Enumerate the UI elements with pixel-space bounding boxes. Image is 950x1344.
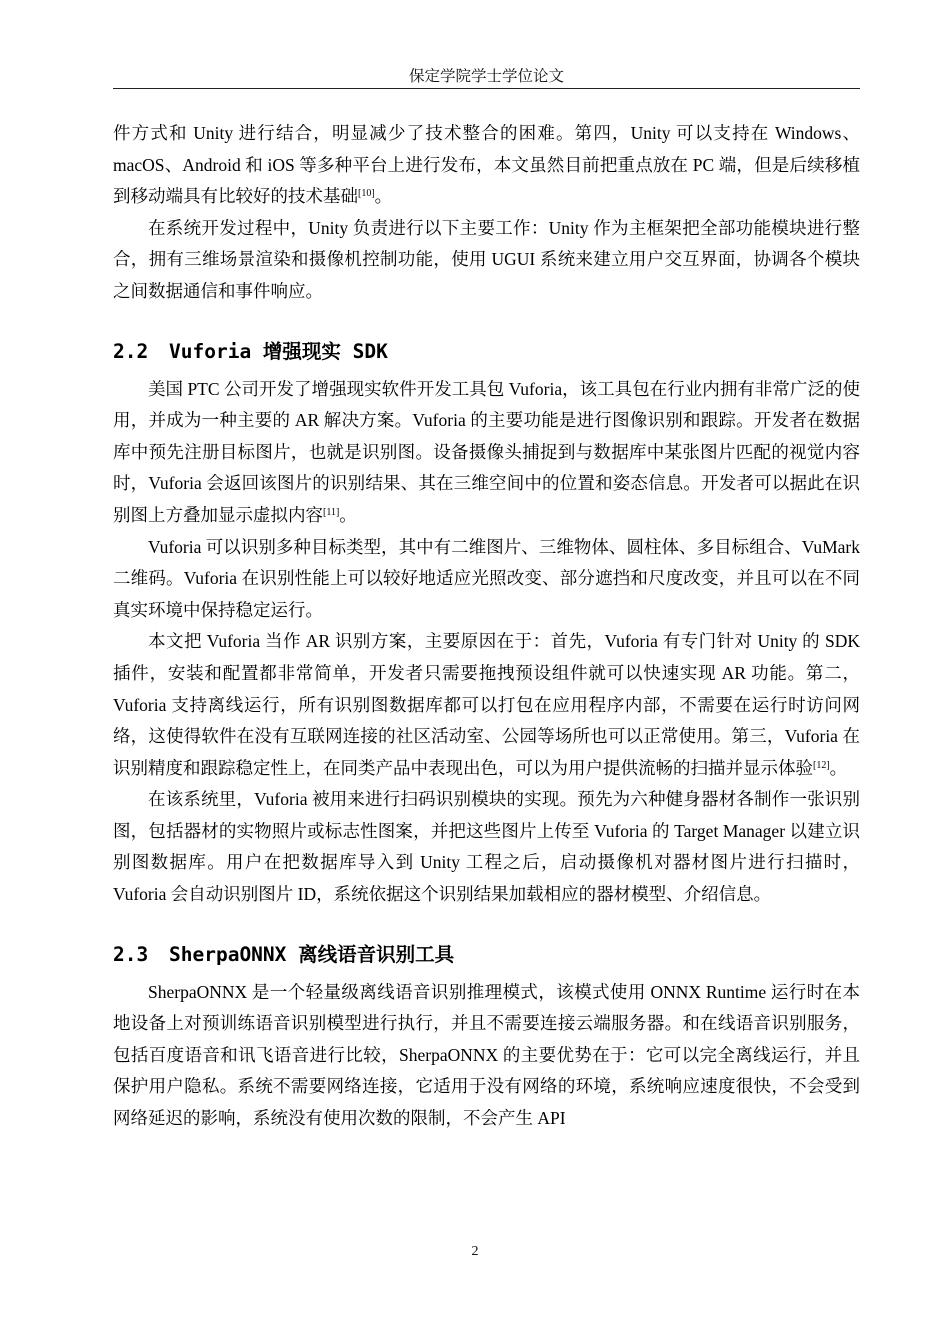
section-number: 2.2	[113, 339, 149, 363]
citation: [12]	[813, 759, 830, 771]
paragraph	[113, 374, 860, 532]
paragraph-text: SherpaONNX 是一个轻量级离线语音识别推理模式，该模式使用 ONNX Runtime 运行时在本地设备上对预训练语音识别模型进行执行，并且不需要连接云端服务器。和在线语音识别服务，包括百度语音和讯飞语音进行比较，SherpaONNX 的主要优势在于：它可以完全离线运行，并且保护用户隐私。系统不需要网络连接，它适用于没有网络的环境，系统响应速度很快，不会受到网络延迟的影响，系统没有使用次数的限制，不会产生 API	[113, 981, 860, 1129]
paragraph-text: 美国 PTC 公司开发了增强现实软件开发工具包 Vuforia，该工具包在行业内拥有非常广泛的使用，并成为一种主要的 AR 解决方案。Vuforia 的主要功能是进行图像识别和跟踪。开发者在数据库中预先注册目标图片，也就是识别图。设备摄像头捕捉到与数据库中某张图片匹配的视觉内容时，Vuforia 会返回该图片的识别结果、其在三维空间中的位置和姿态信息。开发者可以据此在识别图上方叠加显示虚拟内容	[113, 378, 860, 525]
section-title: SherpaONNX 离线语音识别工具	[169, 942, 455, 966]
citation: [11]	[323, 506, 340, 518]
paragraph-text: Vuforia 可以识别多种目标类型，其中有二维图片、三维物体、圆柱体、多目标组合、VuMark 二维码。Vuforia 在识别性能上可以较好地适应光照改变、部分遮挡和尺度改变，并且可以在不同真实环境中保持稳定运行。	[113, 536, 860, 620]
running-header: 保定学院学士学位论文	[113, 64, 860, 89]
paragraph	[113, 626, 860, 784]
section-number: 2.3	[113, 942, 149, 966]
section-heading-2-3	[113, 941, 860, 969]
paragraph-text: 在系统开发过程中，Unity 负责进行以下主要工作：Unity 作为主框架把全部功能模块进行整合，拥有三维场景渲染和摄像机控制功能，使用 UGUI 系统来建立用户交互界面，协调各个模块之间数据通信和事件响应。	[113, 217, 860, 301]
paragraph-tail: 。	[339, 504, 357, 525]
section-heading-2-2	[113, 338, 860, 366]
citation: [10]	[358, 188, 375, 200]
paragraph-tail: 。	[374, 186, 393, 207]
section-title: Vuforia 增强现实 SDK	[169, 339, 388, 363]
paragraph	[113, 784, 860, 910]
body-text	[113, 118, 860, 1135]
paragraph	[113, 977, 860, 1135]
paragraph-tail: 。	[829, 757, 848, 778]
paragraph-text: 本文把 Vuforia 当作 AR 识别方案，主要原因在于：首先，Vuforia 有专门针对 Unity 的 SDK 插件，安装和配置都非常简单，开发者只需要拖拽预设组件就可以快速实现 AR 功能。第二，Vuforia 支持离线运行，所有识别图数据库都可以打包在应用程序内部，不需要在运行时访问网络，这使得软件在没有互联网连接的社区活动室、公园等场所也可以正常使用。第三，Vuforia 在识别精度和跟踪稳定性上，在同类产品中表现出色，可以为用户提供流畅的扫描并显示体验	[113, 631, 860, 778]
paragraph-text: 件方式和 Unity 进行结合，明显减少了技术整合的困难。第四，Unity 可以支持在 Windows、macOS、Android 和 iOS 等多种平台上进行发布，本文虽然目前把重点放在 PC 端，但是后续移植到移动端具有比较好的技术基础	[113, 123, 860, 207]
paragraph	[113, 532, 860, 627]
page-number: 2	[471, 1244, 479, 1259]
paragraph-text: 在该系统里，Vuforia 被用来进行扫码识别模块的实现。预先为六种健身器材各制作一张识别图，包括器材的实物照片或标志性图案，并把这些图片上传至 Vuforia 的 Target Manager 以建立识别图数据库。用户在把数据库导入到 Unity 工程之后，启动摄像机对器材图片进行扫描时，Vuforia 会自动识别图片 ID，系统依据这个识别结果加载相应的器材模型、介绍信息。	[113, 789, 860, 905]
paragraph	[113, 213, 860, 308]
paragraph-continued	[113, 118, 860, 213]
